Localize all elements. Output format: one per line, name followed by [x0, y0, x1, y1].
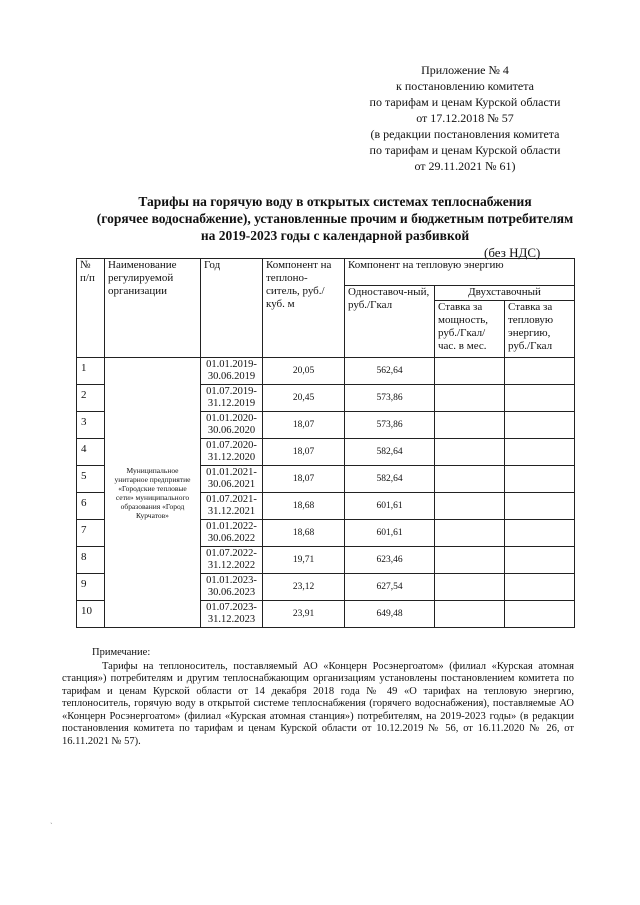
row-capacity	[435, 385, 505, 412]
header-org: Наименование регулируемой организации	[105, 259, 201, 358]
row-carrier: 18,07	[263, 439, 345, 466]
row-capacity	[435, 574, 505, 601]
appendix-reference	[330, 62, 600, 174]
row-capacity	[435, 601, 505, 628]
header-num: № п/п	[77, 259, 105, 358]
appendix-line: по тарифам и ценам Курской области	[369, 143, 561, 157]
header-two-rate: Двухставочный	[435, 286, 575, 301]
header-single-rate: Одноставоч-ный, руб./Гкал	[345, 286, 435, 358]
row-period: 01.07.2021-31.12.2021	[201, 493, 263, 520]
row-period: 01.07.2019-31.12.2019	[201, 385, 263, 412]
appendix-line: от 29.11.2021 № 61)	[414, 159, 516, 173]
header-energy-rate: Ставка за тепловую энергию, руб./Гкал	[505, 301, 575, 358]
row-capacity	[435, 520, 505, 547]
document-title	[70, 193, 600, 244]
title-line: (горячее водоснабжение), установленные прочим и бюджетным потребителям	[96, 211, 574, 226]
table-row	[77, 358, 575, 385]
row-num: 3	[77, 412, 105, 439]
row-period: 01.01.2023-30.06.2023	[201, 574, 263, 601]
row-num: 1	[77, 358, 105, 385]
row-carrier: 20,45	[263, 385, 345, 412]
row-period: 01.01.2021-30.06.2021	[201, 466, 263, 493]
row-energy-rate	[505, 439, 575, 466]
row-energy-rate	[505, 547, 575, 574]
row-num: 5	[77, 466, 105, 493]
row-num: 7	[77, 520, 105, 547]
row-carrier: 18,07	[263, 466, 345, 493]
row-period: 01.07.2022-31.12.2022	[201, 547, 263, 574]
row-num: 9	[77, 574, 105, 601]
vat-note: (без НДС)	[484, 245, 541, 260]
row-num: 4	[77, 439, 105, 466]
row-single: 573,86	[345, 385, 435, 412]
row-single: 601,61	[345, 520, 435, 547]
row-energy-rate	[505, 574, 575, 601]
scan-mark: ˎ	[50, 815, 53, 824]
row-single: 649,48	[345, 601, 435, 628]
header-year: Год	[201, 259, 263, 358]
header-capacity-rate: Ставка за мощность, руб./Гкал/час. в мес.	[435, 301, 505, 358]
row-capacity	[435, 493, 505, 520]
row-energy-rate	[505, 358, 575, 385]
row-capacity	[435, 439, 505, 466]
row-single: 601,61	[345, 493, 435, 520]
row-capacity	[435, 412, 505, 439]
row-single: 573,86	[345, 412, 435, 439]
row-capacity	[435, 466, 505, 493]
row-num: 6	[77, 493, 105, 520]
row-energy-rate	[505, 412, 575, 439]
row-single: 562,64	[345, 358, 435, 385]
appendix-line: по тарифам и ценам Курской области	[369, 95, 561, 109]
row-carrier: 23,12	[263, 574, 345, 601]
row-period: 01.01.2020-30.06.2020	[201, 412, 263, 439]
row-carrier: 23,91	[263, 601, 345, 628]
org-name: Муниципальное унитарное предприятие «Городские тепловые сети» муниципального образования «Город Курчатов»	[105, 358, 201, 628]
row-energy-rate	[505, 493, 575, 520]
row-period: 01.01.2019-30.06.2019	[201, 358, 263, 385]
appendix-line: (в редакции постановления комитета	[370, 127, 560, 141]
row-carrier: 18,68	[263, 520, 345, 547]
footnote	[62, 647, 574, 748]
appendix-line: от 17.12.2018 № 57	[416, 111, 514, 125]
row-energy-rate	[505, 520, 575, 547]
row-carrier: 18,68	[263, 493, 345, 520]
row-num: 10	[77, 601, 105, 628]
row-num: 8	[77, 547, 105, 574]
row-capacity	[435, 547, 505, 574]
appendix-line: к постановлению комитета	[396, 79, 534, 93]
row-single: 623,46	[345, 547, 435, 574]
row-period: 01.01.2022-30.06.2022	[201, 520, 263, 547]
header-carrier: Компонент на теплоно-ситель, руб./куб. м	[263, 259, 345, 358]
header-energy: Компонент на тепловую энергию	[345, 259, 575, 286]
row-num: 2	[77, 385, 105, 412]
row-single: 582,64	[345, 439, 435, 466]
row-single: 582,64	[345, 466, 435, 493]
row-period: 01.07.2023-31.12.2023	[201, 601, 263, 628]
row-energy-rate	[505, 385, 575, 412]
note-body: Тарифы на теплоноситель, поставляемый АО «Концерн Росэнергоатом» (филиал «Курская атомная станция») потребителям и другим теплоснабжающим организациям установлены постановлением комитета по тарифам и ценам Курской области от 14 декабря 2018 года № 49 «О тарифах на тепловую энергию, теплоноситель, горячую воду в открытой системе теплоснабжения (горячего водоснабжения), поставляемые АО «Концерн Росэнергоатом» (филиал «Курская атомная станция») потребителям, на 2019-2023 годы» (в редакции постановления комитета по тарифам и ценам Курской области от 10.12.2019 № 56, от 16.11.2020 № 26, от 16.11.2021 № 57).	[62, 660, 574, 747]
note-title: Примечание:	[92, 647, 151, 658]
row-single: 627,54	[345, 574, 435, 601]
appendix-line: Приложение № 4	[421, 63, 509, 77]
row-energy-rate	[505, 466, 575, 493]
row-energy-rate	[505, 601, 575, 628]
row-carrier: 20,05	[263, 358, 345, 385]
row-period: 01.07.2020-31.12.2020	[201, 439, 263, 466]
row-capacity	[435, 358, 505, 385]
row-carrier: 19,71	[263, 547, 345, 574]
tariff-table	[76, 258, 575, 628]
title-line: на 2019-2023 годы с календарной разбивкой	[200, 228, 470, 243]
row-carrier: 18,07	[263, 412, 345, 439]
title-line: Тарифы на горячую воду в открытых системах теплоснабжения	[138, 194, 532, 209]
